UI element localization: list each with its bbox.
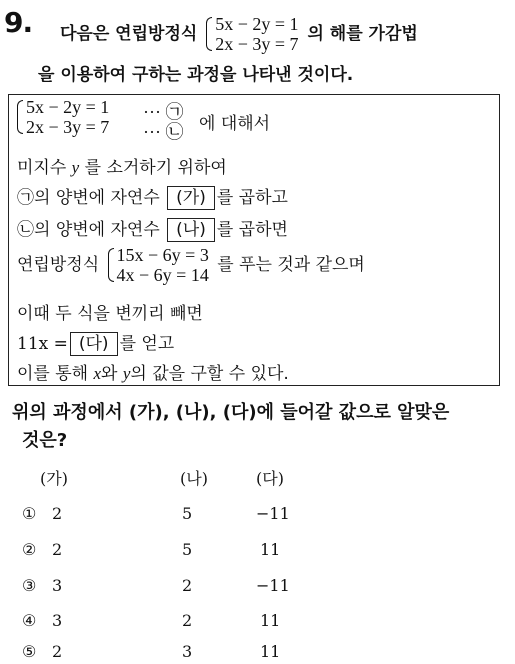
eliminate-var: y [71,158,80,177]
box-system-line [17,97,112,137]
box-line-result [17,329,174,356]
option-ga-value: 3 [52,576,63,595]
box-line-multiply-1 [17,183,288,210]
new-equation-system [108,245,209,285]
option-label: ③ [22,576,37,595]
option-da-value: 11 [260,540,281,559]
box-line-multiply-2 [17,215,288,242]
conclusion-var-x: x [93,364,102,383]
option-label: ④ [22,611,37,630]
header-ga: (가) [40,469,68,488]
option-da-value: −11 [256,504,290,523]
prompt-part1: 다음은 연립방정식 [60,24,198,44]
new-eq1: 15x − 6y = 3 [116,245,209,265]
blank-da: (다) [70,332,118,356]
question-prompt-line1 [60,14,418,54]
result-text-b: 를 얻고 [119,334,175,354]
question-prompt-line2: 을 이용하여 구하는 과정을 나타낸 것이다. [38,65,354,85]
result-lhs: 11x = [17,334,68,354]
option-ga-value: 2 [52,540,63,559]
option-da-value: −11 [256,576,290,595]
new-eq2: 4x − 6y = 14 [116,265,209,285]
box-about-text: 에 대해서 [199,114,271,134]
prompt-part2: 의 해를 가감법 [307,24,418,44]
box-line-new-system [17,245,365,285]
multiply-1-text-b: 를 곱하고 [216,188,288,208]
box-line-conclusion [17,359,289,384]
conclusion-var-y: y [122,364,131,383]
option-na-value: 5 [182,540,193,559]
box-eq1: 5x − 2y = 1 [26,97,110,117]
conclusion-text-a: 이를 통해 [17,364,94,384]
option-da-value: 11 [260,642,281,661]
prompt-equation-system [206,14,298,54]
conclusion-text-c: 의 값을 구할 수 있다. [130,364,289,384]
option-label: ② [22,540,37,559]
eq-tag-1: ··· ㉠ [143,102,184,122]
multiply-1-text-a: 의 양변에 자연수 [34,188,160,208]
conclusion-text-b: 와 [101,364,123,384]
option-ga-value: 2 [52,642,63,661]
box-line-eliminate [17,153,227,178]
multiply-2-text-a: 의 양변에 자연수 [34,220,160,240]
option-label: ⑤ [22,642,37,661]
prompt-eq1: 5x − 2y = 1 [215,14,299,34]
blank-na: (나) [167,218,215,242]
header-na: (나) [180,469,208,488]
blank-ga: (가) [167,186,215,210]
option-ga-value: 3 [52,611,63,630]
header-da: (다) [256,469,284,488]
ask-line-1: 위의 과정에서 (가), (나), (다)에 들어갈 값으로 알맞은 [12,402,450,423]
option-label: ① [22,504,37,523]
circle-label-2: ㉡ [17,220,34,240]
circle-label-1: ㉠ [17,188,34,208]
option-ga-value: 2 [52,504,63,523]
box-line-subtract: 이때 두 식을 변끼리 빼면 [17,304,203,324]
eq-tag-2: ··· ㉡ [143,122,184,142]
option-na-value: 5 [182,504,193,523]
eliminate-text-b: 를 소거하기 위하여 [84,158,227,178]
option-na-value: 2 [182,576,193,595]
box-equation-system [17,97,109,137]
question-number: 9. [4,6,33,39]
new-system-text-b: 를 푸는 것과 같으며 [217,255,365,275]
multiply-2-text-b: 를 곱하면 [216,220,288,240]
prompt-eq2: 2x − 3y = 7 [215,34,299,54]
new-system-text-a: 연립방정식 [17,255,100,275]
option-na-value: 2 [182,611,193,630]
solution-process-box [8,94,500,386]
eliminate-text-a: 미지수 [17,158,72,178]
option-da-value: 11 [260,611,281,630]
box-eq2: 2x − 3y = 7 [26,117,110,137]
ask-line-2: 것은? [22,430,68,451]
option-na-value: 3 [182,642,193,661]
